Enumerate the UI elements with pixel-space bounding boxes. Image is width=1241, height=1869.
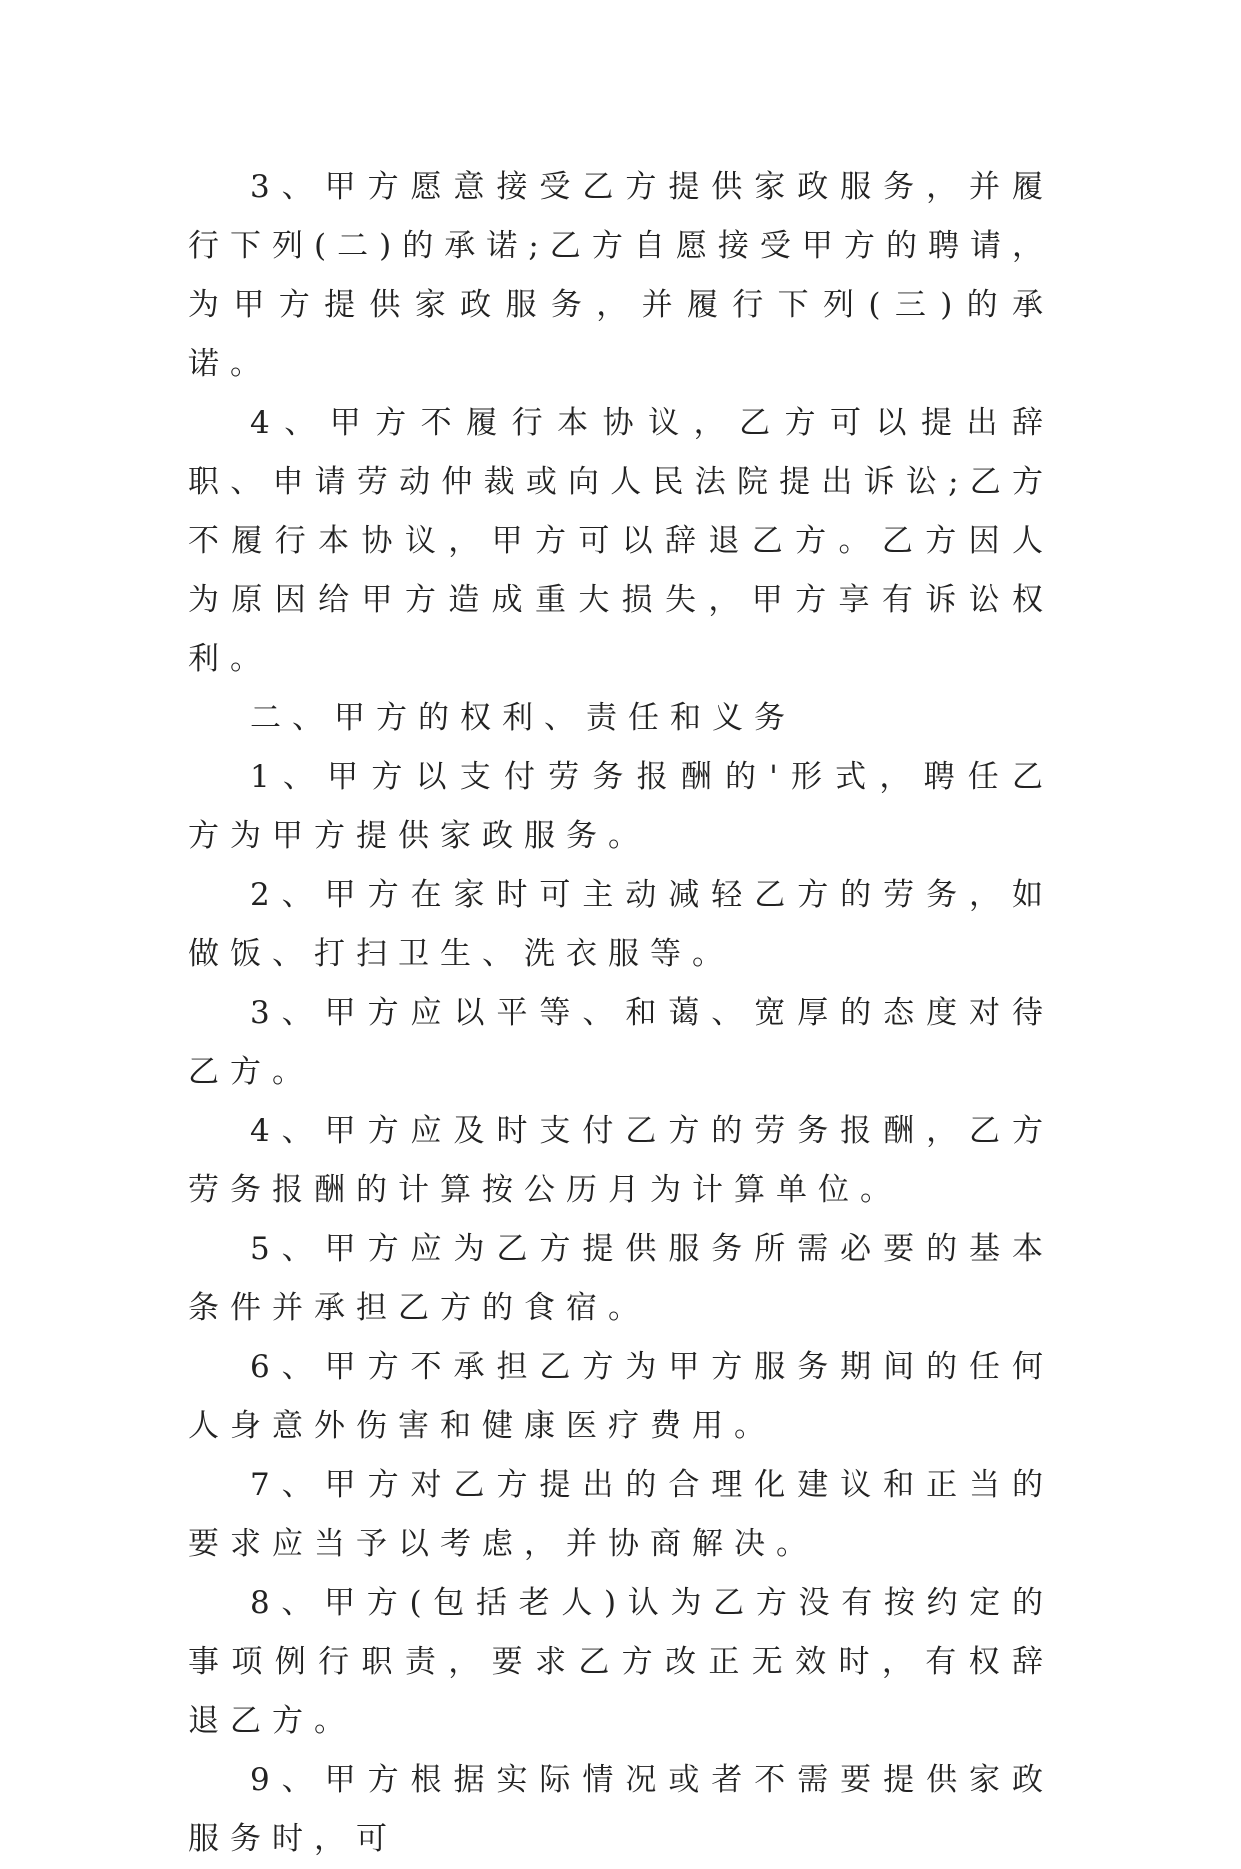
paragraph-clause-4: 4、甲方不履行本协议，乙方可以提出辞职、申请劳动仲裁或向人民法院提出诉讼;乙方不履行本协议，甲方可以辞退乙方。乙方因人为原因给甲方造成重大损失，甲方享有诉讼权利。 <box>188 405 1054 677</box>
paragraph-a-item-9: 9、甲方根据实际情况或者不需要提供家政服务时，可 <box>188 1762 1054 1857</box>
paragraph-a-item-4: 4、甲方应及时支付乙方的劳务报酬，乙方劳务报酬的计算按公历月为计算单位。 <box>188 1113 1054 1208</box>
paragraph-a-item-5: 5、甲方应为乙方提供服务所需必要的基本条件并承担乙方的食宿。 <box>188 1231 1054 1326</box>
paragraph-a-item-3: 3、甲方应以平等、和蔼、宽厚的态度对待乙方。 <box>188 995 1054 1090</box>
paragraph-clause-3: 3、甲方愿意接受乙方提供家政服务，并履行下列(二)的承诺;乙方自愿接受甲方的聘请，为甲方提供家政服务，并履行下列(三)的承诺。 <box>188 169 1054 382</box>
paragraph-a-item-2: 2、甲方在家时可主动减轻乙方的劳务，如做饭、打扫卫生、洗衣服等。 <box>188 877 1054 972</box>
paragraph-a-item-7: 7、甲方对乙方提出的合理化建议和正当的要求应当予以考虑，并协商解决。 <box>188 1467 1054 1562</box>
section-heading-party-a-rights: 二、甲方的权利、责任和义务 <box>250 700 796 736</box>
paragraph-a-item-6: 6、甲方不承担乙方为甲方服务期间的任何人身意外伤害和健康医疗费用。 <box>188 1349 1054 1444</box>
paragraph-a-item-8: 8、甲方(包括老人)认为乙方没有按约定的事项例行职责，要求乙方改正无效时，有权辞退乙方。 <box>188 1585 1054 1739</box>
document-body <box>188 158 1054 1869</box>
paragraph-a-item-1: 1、甲方以支付劳务报酬的'形式，聘任乙方为甲方提供家政服务。 <box>188 759 1054 854</box>
